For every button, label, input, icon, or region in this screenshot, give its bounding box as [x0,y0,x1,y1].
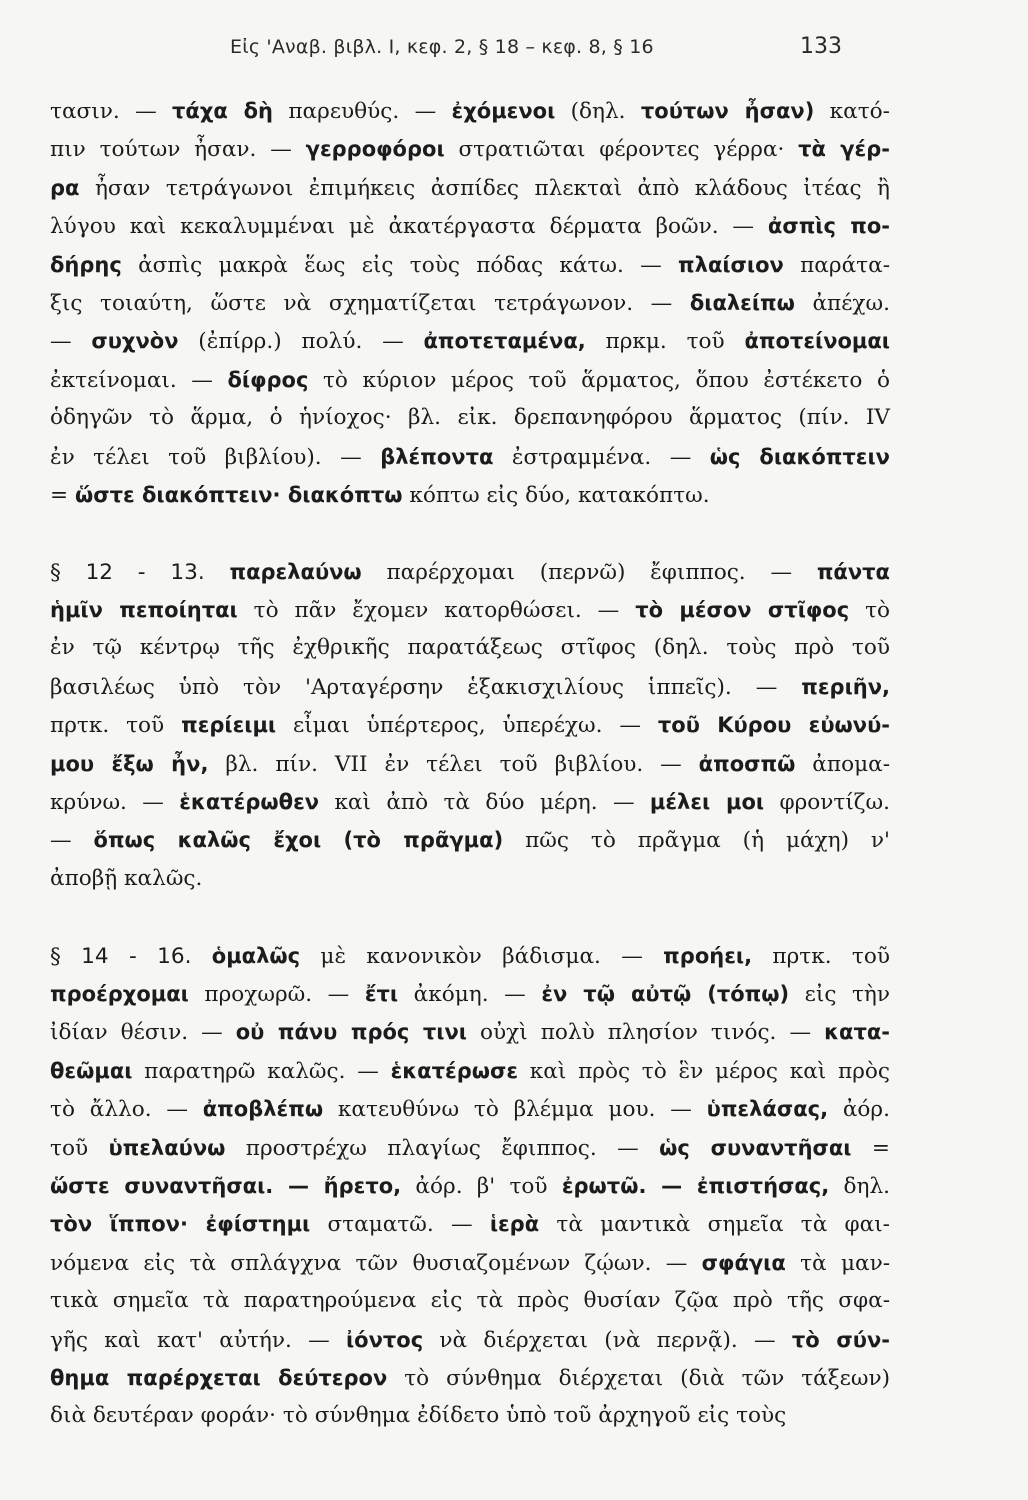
lemma-term: ἀποτεταμένα, [423,329,586,354]
text-line [50,1052,890,1090]
gloss-text: διὰ δευτέραν φοράν· τὸ σύνθημα ἐδίδετο ὑπὸ τοῦ ἀρχηγοῦ εἰς τοὺς [50,1403,787,1429]
gloss-text: στρατιῶται φέροντες γέρρα· [444,137,799,163]
gloss-text: πρκμ. τοῦ [585,329,745,355]
gloss-text: ξις τοιαύτη, ὥστε νὰ σχηματίζεται τετράγωνον. — [50,290,690,316]
gloss-text: πῶς τὸ πρᾶγμα (ἡ μάχη) ν' [503,828,890,854]
text-line [50,629,890,667]
lemma-term: ὑπελάσας, [706,1097,829,1122]
gloss-text: πρτκ. τοῦ [752,943,890,969]
gloss-text: ἀόρ. [828,1097,890,1123]
text-line [50,284,890,322]
lemma-term: περίειμι [181,713,277,738]
gloss-text: παρευθύς. — [273,99,452,124]
lemma-term: συχνὸν [91,329,179,354]
lemma-term: πλαίσιον [678,252,784,277]
lemma-term: ἐν τῷ αὐτῷ (τόπῳ) [541,981,790,1006]
gloss-text: πρτκ. τοῦ [50,713,182,739]
gloss-text: — [50,329,92,355]
gloss-text: ὁδηγῶν τὸ ἅρμα, ὁ ἡνίοχος· βλ. εἰκ. δρεπανηφόρου ἅρματος (πίν. IV [50,405,890,431]
gloss-text: τὰ μαντικὰ σημεῖα τὰ φαι- [539,1212,890,1238]
lemma-term: ἰόντος [345,1327,424,1352]
gloss-text: δηλ. [829,1173,890,1199]
lemma-term: ἱερὰ [489,1212,540,1237]
lemma-term: ὑπελαύνω [108,1135,226,1160]
lemma-term: θημα παρέρχεται δεύτερον [50,1365,388,1390]
gloss-text: προχωρῶ. — [188,981,365,1007]
commentary-text [50,92,890,1436]
lemma-term: κατα- [824,1020,891,1045]
gloss-text: νόμενα εἰς τὰ σπλάγχνα τῶν θυσιαζομένων ζῴων. — [50,1250,702,1276]
gloss-text: ἀόρ. β' τοῦ [401,1173,562,1199]
paragraph [50,553,890,899]
page-header [0,30,1028,70]
lemma-term: ὡς συναντῆσαι [659,1135,852,1160]
gloss-text: καὶ πρὸς τὸ ἓν μέρος καὶ πρὸς [518,1058,890,1084]
lemma-term: ἐρωτῶ. — ἐπιστήσας, [561,1173,830,1198]
gloss-text: = [50,482,75,508]
gloss-text [191,944,211,969]
gloss-text: σταματῶ. — [310,1212,490,1238]
text-line [50,975,890,1013]
gloss-text: τὰ μαν- [785,1250,890,1276]
gloss-text: κόπτω εἰς δύο, κατακόπτω. [402,482,710,508]
gloss-text: παρέρχομαι (περνῶ) ἔφιππος. — [361,559,817,585]
paragraph-gap [50,514,890,552]
gloss-text: ἀπομα- [795,751,890,777]
gloss-text: = [851,1135,890,1161]
text-line [50,399,890,437]
gloss-text: ἦσαν τετράγωνοι ἐπιμήκεις ἀσπίδες πλεκταὶ ἀπὸ κλάδους ἰτέας ἢ [79,175,890,201]
gloss-text: ἀκόμη. — [398,981,542,1007]
gloss-text: βασιλέως ὑπὸ τὸν 'Αρταγέρσην ἑξακισχιλίους ἱππεῖς). — [50,674,802,700]
gloss-text: προστρέχω πλαγίως ἔφιππος. — [225,1135,660,1161]
text-line [50,706,890,744]
text-line [50,1244,890,1282]
lemma-term: τὰ γέρ- [798,137,890,162]
lemma-term: σφάγια [701,1250,786,1275]
paragraph-gap [50,898,890,936]
section-number: 14 - 16. [81,943,192,969]
lemma-term: ἑκατέρωσε [390,1058,519,1083]
text-line [50,668,890,706]
gloss-text: παράτα- [783,252,890,278]
lemma-term: βλέποντα [380,444,494,469]
gloss-text: ἐν τέλει τοῦ βιβλίου). — [50,444,381,470]
page-number: 133 [800,34,842,59]
gloss-text: ἐν τῷ κέντρῳ τῆς ἐχθρικῆς παρατάξεως στῖφος (δηλ. τοὺς πρὸ τοῦ [50,635,890,661]
running-head: Εἰς 'Αναβ. βιβλ. Ι, κεφ. 2, § 18 – κεφ. 8, § 16 [230,36,654,58]
lemma-term: ἀσπὶς πο- [767,214,890,239]
gloss-text: κρύνω. — [50,790,180,816]
lemma-term: τοῦ Κύρου εὐωνύ- [657,713,890,738]
gloss-text: καὶ ἀπὸ τὰ δύο μέρη. — [319,790,650,816]
gloss-text: ἐστραμμένα. — [493,444,710,470]
text-line [50,937,890,975]
gloss-text: § [50,943,82,969]
text-line [50,1321,890,1359]
lemma-term: ὁμαλῶς [211,943,301,968]
gloss-text: τὸ [849,598,891,624]
section-number: 12 - 13. [85,559,205,585]
text-line [50,169,890,207]
text-line [50,361,890,399]
gloss-text: τὸ σύνθημα διέρχεται (διὰ τῶν τάξεων) [387,1365,890,1391]
gloss-text: — [50,828,94,854]
text-line [50,92,890,130]
lemma-term: ὅπως καλῶς ἔχοι (τὸ πρᾶγμα) [93,828,504,853]
lemma-term: τάχα δὴ [172,99,274,123]
text-line [50,553,890,591]
gloss-text [205,560,230,585]
gloss-text: τὸ κύριον μέρος τοῦ ἅρματος, ὅπου ἐστέκετο ὁ [308,367,890,393]
lemma-term: πάντα [816,559,890,584]
lemma-term: τὸ μέσον στῖφος [635,598,850,623]
text-line [50,207,890,245]
text-line [50,1282,890,1320]
paragraph [50,92,890,514]
text-line [50,1167,890,1205]
lemma-term: ἀποτείνομαι [744,329,890,354]
lemma-term: ἐχόμενοι [451,99,556,123]
lemma-term: ἔτι [364,981,399,1006]
lemma-term: δήρης [50,252,122,277]
gloss-text: τοῦ [50,1135,109,1161]
lemma-term: ὡς διακόπτειν [709,444,890,469]
text-line [50,821,890,859]
gloss-text: λύγου καὶ κεκαλυμμέναι μὲ ἀκατέργαστα δέρματα βοῶν. — [50,214,768,240]
lemma-term: οὐ πάνυ πρός τινι [235,1020,467,1045]
gloss-text: μὲ κανονικὸν βάδισμα. — [300,943,664,969]
lemma-term: γερροφόροι [305,137,445,162]
lemma-term: διαλείπω [689,290,795,315]
lemma-term: μέλει μοι [649,790,765,815]
lemma-term: ἀποβλέπω [202,1097,324,1122]
gloss-text: τασιν. — [50,99,173,124]
text-line [50,130,890,168]
gloss-text: κατευθύνω τὸ βλέμμα μου. — [323,1097,707,1123]
gloss-text: (δηλ. [555,99,641,124]
gloss-text: ἀποβῇ καλῶς. [50,865,203,891]
text-line [50,1205,890,1243]
text-line [50,1129,890,1167]
text-line [50,783,890,821]
lemma-term: δίφρος [227,367,309,392]
gloss-text: ἀσπὶς μακρὰ ἕως εἰς τοὺς πόδας κάτω. — [121,252,679,278]
text-line [50,476,890,514]
paragraph [50,937,890,1436]
gloss-text: γῆς καὶ κατ' αὐτήν. — [50,1327,346,1353]
text-line [50,246,890,284]
gloss-text: ἐκτείνομαι. — [50,367,228,393]
gloss-text: κατό- [814,99,890,124]
gloss-text: βλ. πίν. VII ἐν τέλει τοῦ βιβλίου. — [208,751,699,777]
gloss-text: φροντίζω. [764,790,890,816]
gloss-text: τὸ ἄλλο. — [50,1097,203,1123]
text-line [50,322,890,360]
lemma-term: προήει, [663,943,753,968]
gloss-text: εἰς τὴν [789,981,890,1007]
lemma-term: τὸν ἵππον· ἐφίστημι [50,1212,311,1237]
gloss-text: νὰ διέρχεται (νὰ περνᾷ). — [423,1327,792,1353]
gloss-text: τὸ πᾶν ἔχομεν κατορθώσει. — [237,598,636,624]
lemma-term: περιῆν, [801,674,890,699]
text-line [50,591,890,629]
lemma-term: ὥστε συναντῆσαι. — ἤρετο, [50,1173,402,1198]
lemma-term: παρελαύνω [229,559,362,584]
text-line [50,438,890,476]
gloss-text: παρατηρῶ καλῶς. — [132,1058,391,1084]
lemma-term: μου ἔξω ἦν, [50,751,209,776]
gloss-text: ἰδίαν θέσιν. — [50,1020,236,1046]
lemma-term: ἀποσπῶ [698,751,796,776]
lemma-term: ὥστε διακόπτειν· διακόπτω [74,482,403,507]
text-line [50,1397,890,1435]
lemma-term: ρα [50,175,80,200]
text-line [50,1090,890,1128]
lemma-term: ἡμῖν πεποίηται [50,598,238,623]
gloss-text: § [50,559,86,585]
gloss-text: εἶμαι ὑπέρτερος, ὑπερέχω. — [276,713,658,739]
text-line [50,745,890,783]
text-line [50,860,890,898]
gloss-text: (ἐπίρρ.) πολύ. — [178,329,424,355]
lemma-term: τὸ σύν- [791,1327,890,1352]
lemma-term: τούτων ἦσαν) [640,99,815,123]
lemma-term: ἑκατέρωθεν [179,790,320,815]
text-line [50,1013,890,1051]
gloss-text: οὐχὶ πολὺ πλησίον τινός. — [466,1020,825,1046]
text-line [50,1359,890,1397]
lemma-term: θεῶμαι [50,1058,133,1083]
gloss-text: πιν τούτων ἦσαν. — [50,137,306,163]
gloss-text: τικὰ σημεῖα τὰ παρατηρούμενα εἰς τὰ πρὸς θυσίαν ζῷα πρὸ τῆς σφα- [50,1288,890,1314]
lemma-term: προέρχομαι [50,981,189,1006]
gloss-text: ἀπέχω. [794,290,890,316]
